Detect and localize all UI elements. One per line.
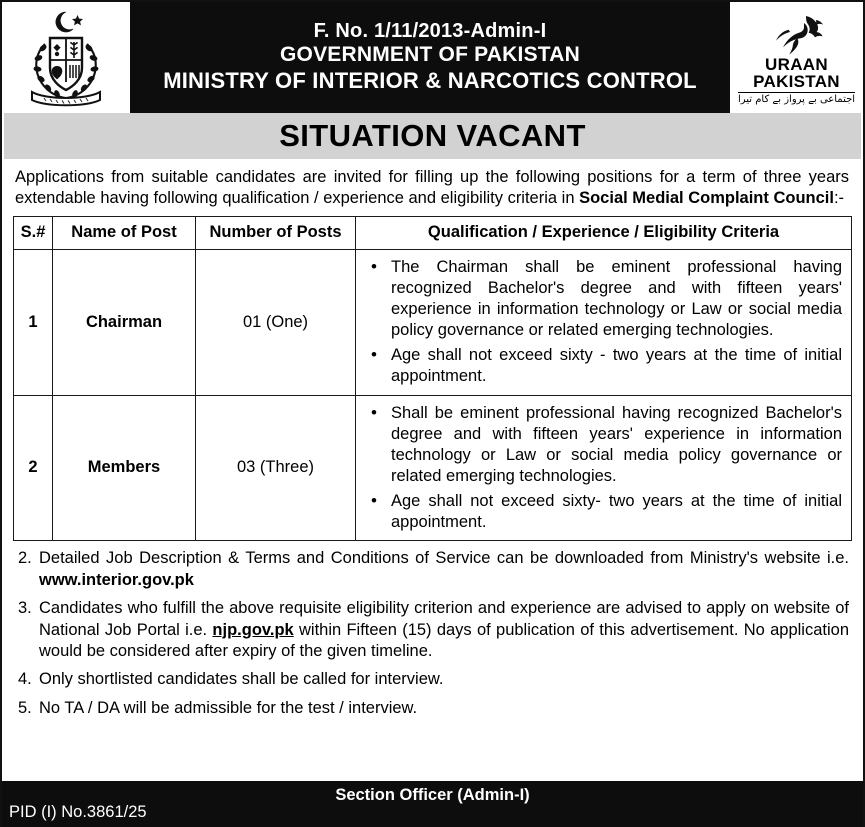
th-serial-number: S.# (14, 216, 53, 249)
cell-serial-number: 1 (14, 249, 53, 395)
cell-post-count: 03 (Three) (196, 395, 356, 541)
note-number: 4. (18, 670, 32, 689)
table-header-row (14, 216, 852, 249)
note-number: 3. (18, 599, 32, 618)
banner-title: SITUATION VACANT (279, 118, 586, 153)
note-number: 2. (18, 549, 32, 568)
intro-text-after: :- (833, 189, 845, 208)
table-row (14, 395, 852, 541)
note-text-part: Candidates who fulfill the above requisite eligibility criterion and experience are advised to apply on website of National Job Portal i.e. (39, 599, 849, 639)
intro-paragraph (2, 159, 863, 216)
falcon-icon (766, 14, 828, 56)
note-item (12, 698, 849, 719)
intro-emphasis: Social Medial Complaint Council (579, 189, 834, 208)
pakistan-state-emblem-icon (20, 8, 112, 108)
table-row (14, 249, 852, 395)
uraan-line-2: PAKISTAN (753, 72, 840, 91)
criteria-list (369, 403, 842, 534)
note-text-part: Detailed Job Description & Terms and Conditions of Service can be downloaded from Ministry's website i.e. (39, 549, 849, 568)
th-name-of-post: Name of Post (53, 216, 196, 249)
criteria-item: • Age shall not exceed sixty - two years at the time of initial appointment. (369, 345, 842, 387)
note-text (39, 598, 849, 662)
note-item (12, 548, 849, 591)
cell-serial-number: 2 (14, 395, 53, 541)
header-title-block (130, 2, 730, 113)
note-number: 5. (18, 698, 32, 717)
th-number-of-posts: Number of Posts (196, 216, 356, 249)
signing-officer: Section Officer (Admin-I) (335, 786, 530, 804)
note-text: No TA / DA will be admissible for the test / interview. (39, 698, 418, 717)
intro-text-before: Applications from suitable candidates are invited for filling up the following positions for a term of three years extendable having following qualification / experience and eligibility criteria in (15, 168, 849, 208)
document-header (2, 2, 863, 113)
note-text-part: within Fifteen (15) days of publication of this advertisement. No application would be considered after expiry of the given timeline. (39, 620, 849, 660)
criteria-item: • The Chairman shall be eminent professional having recognized Bachelor's degree and with fifteen years' experience in information technology or Law or social media policy governance or related emerging technologies. (369, 257, 842, 341)
positions-table-wrapper (2, 216, 863, 541)
positions-table (13, 216, 852, 541)
note-text: Only shortlisted candidates shall be called for interview. (39, 670, 444, 689)
government-name: GOVERNMENT OF PAKISTAN (280, 43, 580, 67)
table-header (14, 216, 852, 249)
cell-post-name: Chairman (53, 249, 196, 395)
criteria-item: • Age shall not exceed sixty- two years at the time of initial appointment. (369, 491, 842, 533)
state-emblem-container (2, 2, 130, 113)
th-criteria: Qualification / Experience / Eligibility Criteria (356, 216, 852, 249)
table-body (14, 249, 852, 540)
note-item (12, 669, 849, 690)
note-text (39, 548, 849, 591)
ministry-name: MINISTRY OF INTERIOR & NARCOTICS CONTROL (163, 67, 697, 93)
ministry-website-link[interactable]: www.interior.gov.pk (39, 570, 194, 589)
cell-criteria (356, 249, 852, 395)
notes-list (2, 541, 863, 781)
document-footer (2, 781, 863, 827)
cell-post-name: Members (53, 395, 196, 541)
cell-criteria (356, 395, 852, 541)
uraan-line-1: URAAN (765, 54, 828, 74)
uraan-pakistan-logo (730, 2, 863, 113)
file-number: F. No. 1/11/2013-Admin-I (313, 19, 547, 42)
national-job-portal-link[interactable]: njp.gov.pk (212, 620, 294, 639)
criteria-item: • Shall be eminent professional having recognized Bachelor's degree and with fifteen years' experience in information technology or Law or social media policy governance or related emerging technologies. (369, 403, 842, 487)
criteria-list (369, 257, 842, 388)
pid-number: PID (I) No.3861/25 (9, 803, 147, 821)
cell-post-count: 01 (One) (196, 249, 356, 395)
situation-vacant-banner (4, 113, 861, 159)
note-item (12, 598, 849, 662)
uraan-urdu-tagline: اجتماعی بے پرواز بے کام تیرا (737, 94, 856, 106)
